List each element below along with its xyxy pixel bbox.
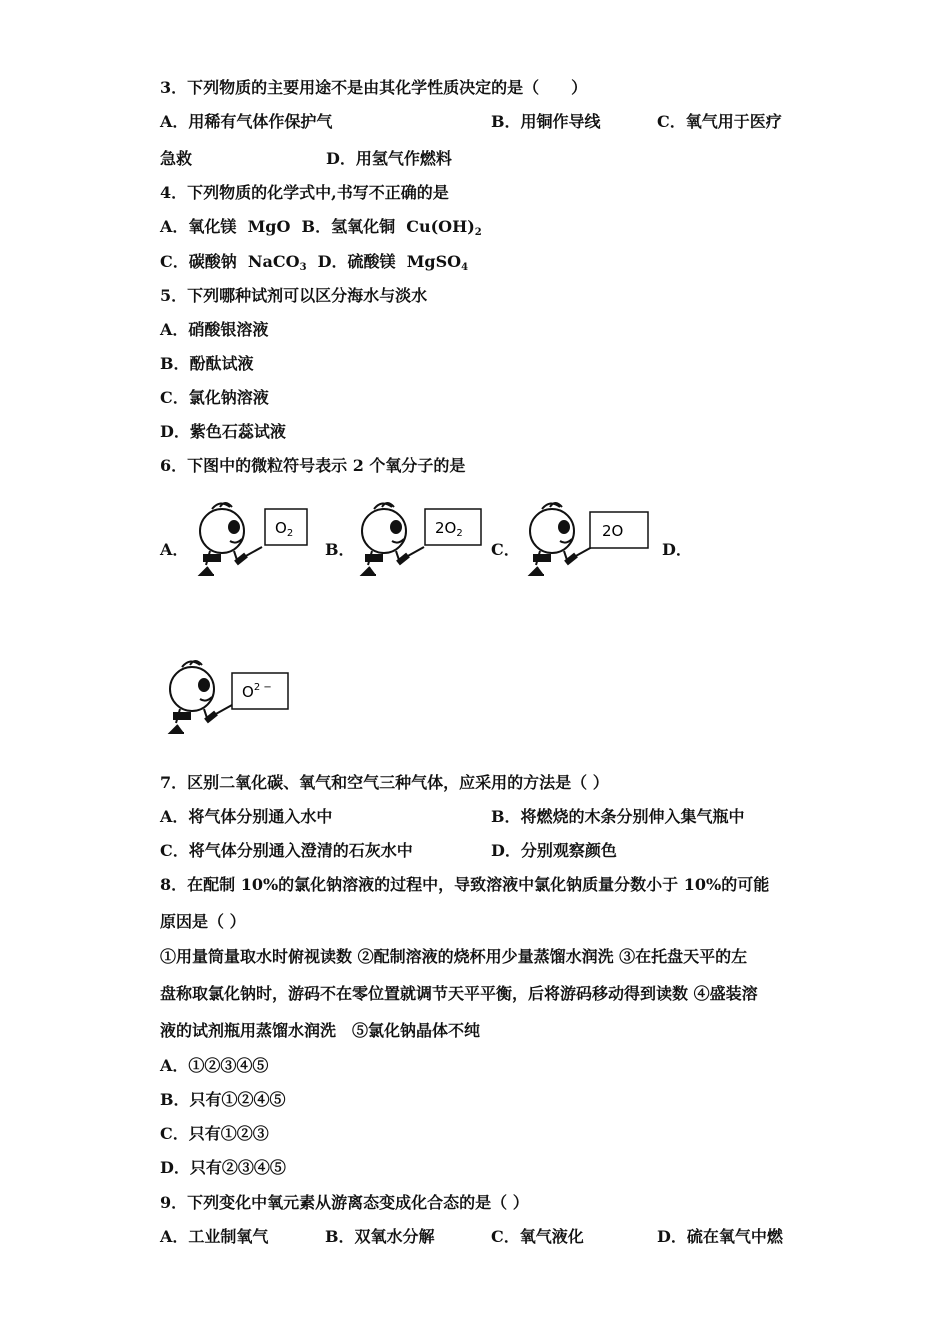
q6-option-a-sign: $O_2$ bbox=[275, 519, 294, 539]
q5-option-c: C．氯化钠溶液 bbox=[160, 388, 269, 407]
q6-option-c-figure bbox=[520, 497, 655, 592]
q4-option-b-label: B．氢氧化铜 bbox=[301, 217, 396, 236]
q3-option-a: A．用稀有气体作保护气 bbox=[160, 112, 333, 131]
q4-option-b-formula: $Cu(OH)_2$ bbox=[406, 217, 482, 238]
cartoon-character-icon bbox=[200, 503, 262, 575]
q3-option-b: B．用铜作导线 bbox=[491, 112, 601, 131]
q6-option-d-figure bbox=[160, 655, 295, 750]
q6-option-b-figure bbox=[352, 497, 487, 592]
q8-option-b: B．只有①②④⑤ bbox=[160, 1090, 286, 1109]
q9-stem: 9．下列变化中氧元素从游离态变成化合态的是（ ） bbox=[160, 1193, 529, 1212]
q8-list-line1: ①用量筒量取水时俯视读数 ②配制溶液的烧杯用少量蒸馏水润洗 ③在托盘天平的左 bbox=[160, 947, 748, 966]
cartoon-character-icon bbox=[530, 503, 592, 575]
q6-option-a-label: A． bbox=[160, 540, 189, 559]
q4-option-c-label: C．碳酸钠 bbox=[160, 252, 237, 271]
q8-list-line2: 盘称取氯化钠时，游码不在零位置就调节天平平衡，后将游码移动得到读数 ④盛装溶 bbox=[160, 984, 758, 1003]
q5-stem: 5．下列哪种试剂可以区分海水与淡水 bbox=[160, 286, 428, 305]
q3-option-c: C．氧气用于医疗 bbox=[657, 112, 782, 131]
q8-list-line3: 液的试剂瓶用蒸馏水润洗 ⑤氯化钠晶体不纯 bbox=[160, 1021, 481, 1040]
q6-option-d-label: D． bbox=[662, 540, 692, 559]
q8-option-c: C．只有①②③ bbox=[160, 1124, 269, 1143]
q5-option-a: A．硝酸银溶液 bbox=[160, 320, 269, 339]
q6-option-b-sign: $2O_2$ bbox=[435, 519, 463, 539]
q6-option-c-label: C． bbox=[491, 540, 520, 559]
q8-option-a: A．①②③④⑤ bbox=[160, 1056, 269, 1075]
q6-option-c-sign: 2O bbox=[602, 522, 624, 540]
q4-option-a-label: A．氧化镁 bbox=[160, 217, 237, 236]
q4-option-a-formula: MgO bbox=[247, 217, 291, 236]
q9-option-c: C．氧气液化 bbox=[491, 1227, 584, 1246]
q7-option-c: C．将气体分别通入澄清的石灰水中 bbox=[160, 841, 413, 860]
q3-option-d: D．用氢气作燃料 bbox=[326, 149, 452, 168]
q6-stem: 6．下图中的微粒符号表示 2 个氧分子的是 bbox=[160, 456, 466, 475]
q4-options-ab bbox=[160, 217, 482, 243]
q4-stem: 4．下列物质的化学式中,书写不正确的是 bbox=[160, 183, 449, 202]
q9-option-d: D．硫在氧气中燃 bbox=[657, 1227, 783, 1246]
q7-option-d: D．分别观察颜色 bbox=[491, 841, 617, 860]
q8-stem-line2: 原因是（ ） bbox=[160, 912, 246, 931]
q6-option-a-figure bbox=[190, 497, 315, 592]
q7-option-b: B．将燃烧的木条分别伸入集气瓶中 bbox=[491, 807, 745, 826]
q9-option-a: A．工业制氧气 bbox=[160, 1227, 269, 1246]
q5-option-b: B．酚酞试液 bbox=[160, 354, 254, 373]
q4-options-cd bbox=[160, 252, 468, 278]
q3-stem: 3．下列物质的主要用途不是由其化学性质决定的是（ ） bbox=[160, 78, 588, 97]
q9-option-b: B．双氧水分解 bbox=[325, 1227, 435, 1246]
q3-option-c-continued: 急救 bbox=[160, 149, 193, 168]
q5-option-d: D．紫色石蕊试液 bbox=[160, 422, 286, 441]
q4-option-d-formula: MgSO$_4$ bbox=[406, 252, 469, 273]
cartoon-character-icon bbox=[170, 661, 232, 733]
q7-stem: 7．区别二氧化碳、氧气和空气三种气体，应采用的方法是（ ） bbox=[160, 773, 609, 792]
q8-option-d: D．只有②③④⑤ bbox=[160, 1158, 286, 1177]
q8-stem-line1: 8．在配制 10%的氯化钠溶液的过程中，导致溶液中氯化钠质量分数小于 10%的可能 bbox=[160, 875, 770, 894]
q7-option-a: A．将气体分别通入水中 bbox=[160, 807, 333, 826]
q4-option-c-formula: NaCO$_3$ bbox=[247, 252, 307, 273]
cartoon-character-icon bbox=[362, 503, 424, 575]
q6-option-d-sign: $O^{2 -}$ bbox=[242, 682, 272, 701]
q4-option-d-label: D．硫酸镁 bbox=[317, 252, 396, 271]
q6-option-b-label: B． bbox=[325, 540, 355, 559]
